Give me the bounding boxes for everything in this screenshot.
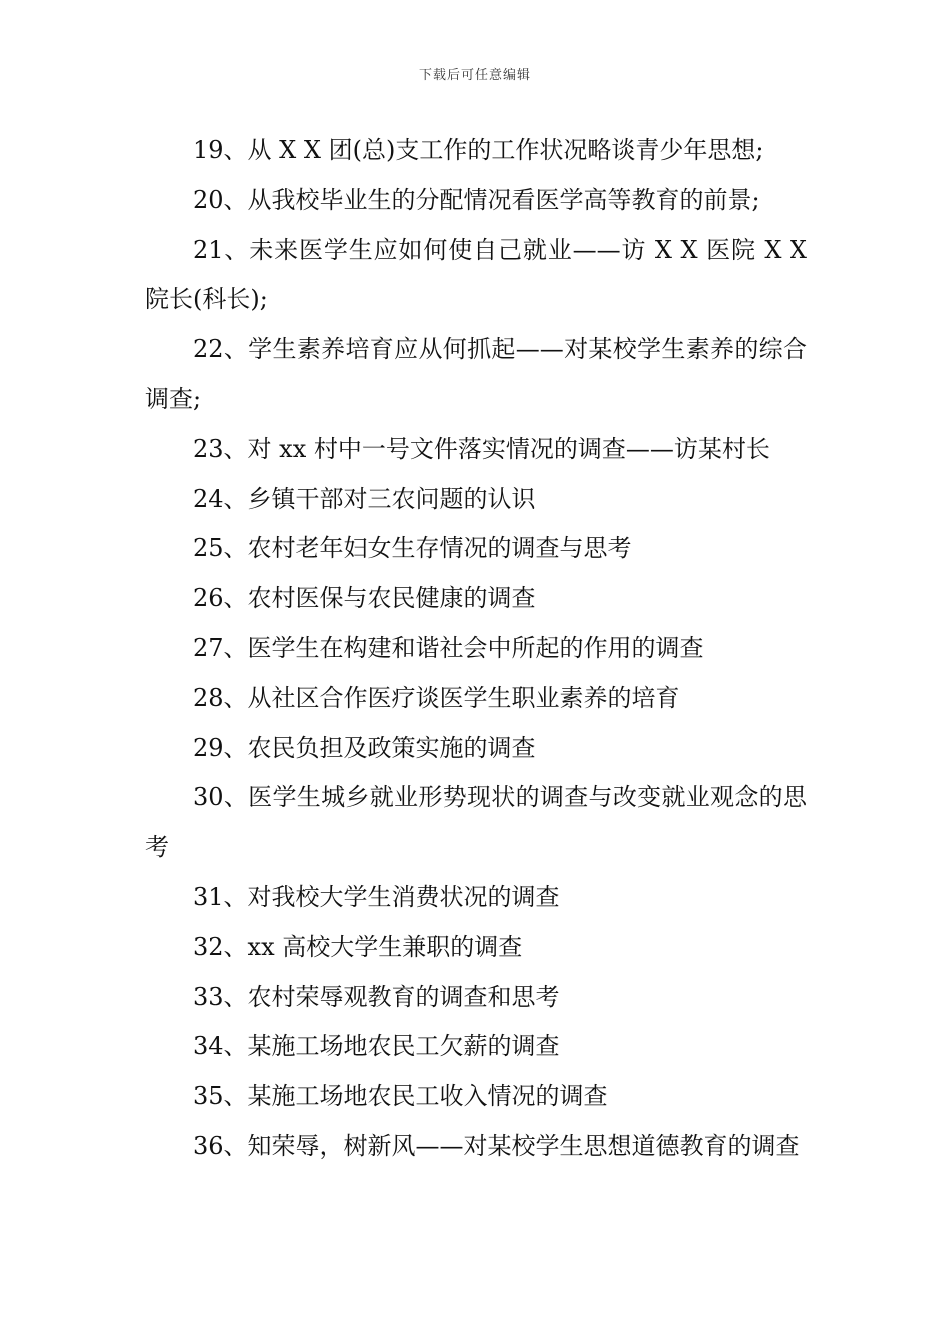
list-item: 36、知荣辱，树新风——对某校学生思想道德教育的调查 (193, 1131, 800, 1160)
list-item: 25、农村老年妇女生存情况的调查与思考 (193, 534, 632, 563)
list-item: 29、农民负担及政策实施的调查 (193, 733, 536, 762)
list-item: 26、农村医保与农民健康的调查 (193, 584, 536, 613)
list-item: 35、某施工场地农民工收入情况的调查 (193, 1082, 608, 1111)
list-item: 30、医学生城乡就业形势现状的调查与改变就业观念的思考 (145, 783, 807, 862)
list-item: 32、xx 高校大学生兼职的调查 (193, 932, 523, 961)
list-item: 21、未来医学生应如何使自己就业——访 X X 医院 X X 院长(科长); (145, 235, 807, 314)
page-header: 下载后可任意编辑 (418, 68, 531, 83)
list-item: 27、医学生在构建和谐社会中所起的作用的调查 (193, 633, 704, 662)
list-item: 23、对 xx 村中一号文件落实情况的调查——访某村长 (193, 434, 770, 463)
list-item: 33、农村荣辱观教育的调查和思考 (193, 982, 560, 1011)
document-body (145, 126, 807, 1172)
list-item: 20、从我校毕业生的分配情况看医学高等教育的前景; (193, 185, 760, 214)
list-item: 24、乡镇干部对三农问题的认识 (193, 484, 536, 513)
list-item: 22、学生素养培育应从何抓起——对某校学生素养的综合调查; (145, 335, 807, 413)
list-item: 19、从 X X 团(总)支工作的工作状况略谈青少年思想; (193, 136, 764, 164)
list-item: 34、某施工场地农民工欠薪的调查 (193, 1032, 560, 1061)
list-item: 31、对我校大学生消费状况的调查 (193, 882, 560, 911)
list-item: 28、从社区合作医疗谈医学生职业素养的培育 (193, 683, 680, 712)
